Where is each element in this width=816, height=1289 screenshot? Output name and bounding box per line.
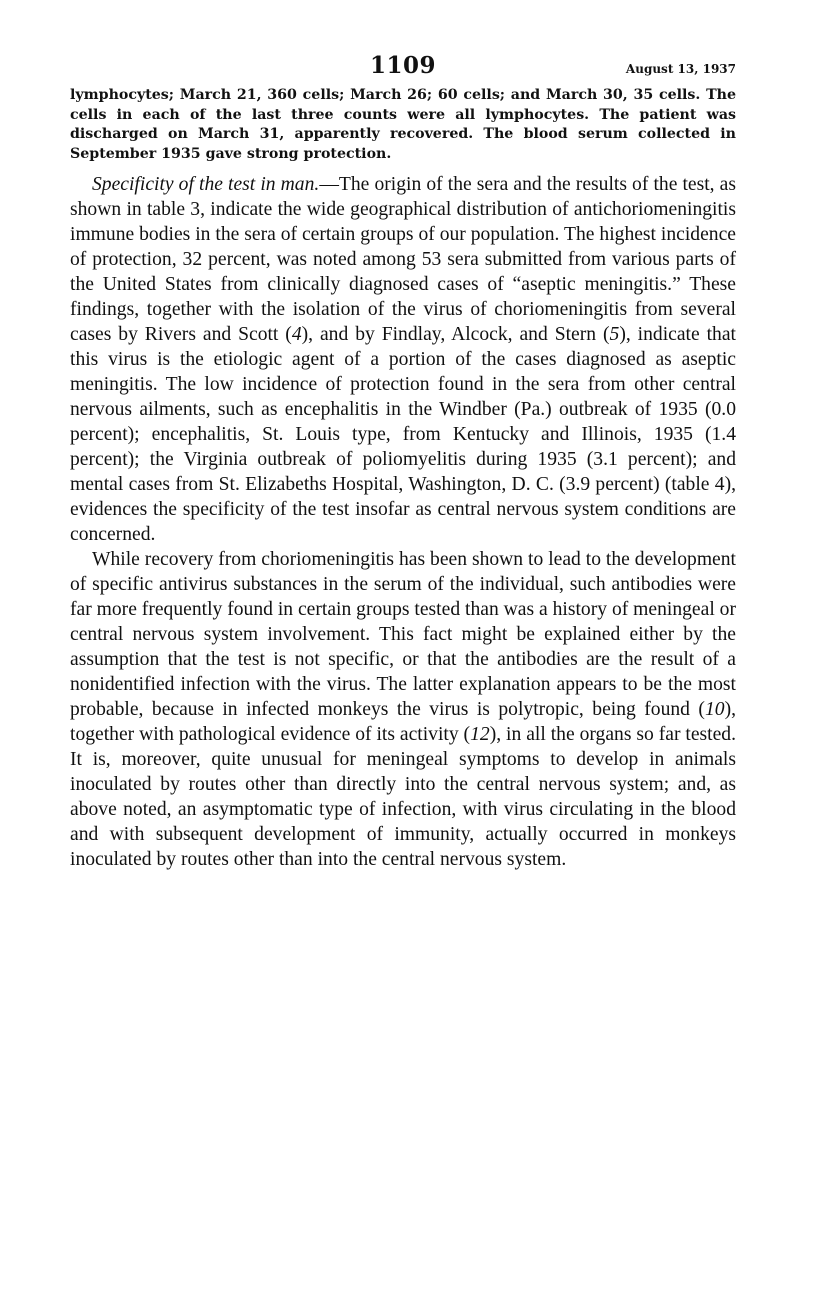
recovery-paragraph [70,547,736,872]
document-page [70,52,736,872]
paragraph-text: ), together with pathological evidence of its activity ( [70,699,736,745]
page-header [70,52,736,82]
paragraph-text: ), and by Findlay, Alcock, and Stern ( [301,324,610,345]
running-head-date: August 13, 1937 [625,62,736,76]
reference-number: 12 [470,724,490,745]
continuation-paragraph: lymphocytes; March 21, 360 cells; March 26; 60 cells; and March 30, 35 cells. The cells in each of the last three counts were all lymphocytes. The patient was discharged on March 31, apparently recovered. The blood serum collected in September 1935 gave strong protection. [70,87,736,162]
reference-number: 10 [704,699,725,720]
specificity-paragraph [70,172,736,547]
paragraph-text: ), in all the organs so far tested. It is, moreover, quite unusual for meningeal symptoms to develop in animals inoculated by routes other than directly into the central nervous system; and, as above noted, an asymptomatic type of infection, with virus circulating in the blood and with subsequent development of immunity, actually occurred in monkeys inoculated by routes other than into the central nervous system. [70,724,736,870]
reference-number: 4 [291,324,302,345]
section-lead-heading: Specificity of the test in man. [92,174,320,195]
page-number: 1109 [369,52,436,79]
paragraph-text: —The origin of the sera and the results of the test, as shown in table 3, indicate the wide geographical distribution of antichoriomeningitis immune bodies in the sera of certain groups of our population. The highest incidence of protection, 32 percent, was noted among 53 sera submitted from various parts of the United States from clinically diagnosed cases of “aseptic meningitis.” These findings, together with the isolation of the virus of choriomeningitis from several cases by Rivers and Scott ( [70,174,736,345]
paragraph-text: ), indicate that this virus is the etiologic agent of a portion of the cases diagnosed as aseptic meningitis. The low incidence of protection found in the sera from other central nervous ailments, such as encephalitis in the Windber (Pa.) outbreak of 1935 (0.0 percent); encephalitis, St. Louis type, from Kentucky and Illinois, 1935 (1.4 percent); the Virginia outbreak of poliomyelitis during 1935 (3.1 percent); and mental cases from St. Elizabeths Hospital, Washington, D. C. (3.9 percent) (table 4), evidences the specificity of the test insofar as central nervous system conditions are concerned. [70,324,736,545]
reference-number: 5 [609,324,620,345]
paragraph-text: While recovery from choriomeningitis has been shown to lead to the development of specific antivirus substances in the serum of the individual, such antibodies were far more frequently found in certain groups tested than was a history of meningeal or central nervous system involvement. This fact might be explained either by the assumption that the test is not specific, or that the antibodies are the result of a nonidentified infection with the virus. The latter explanation appears to be the most probable, because in infected monkeys the virus is polytropic, being found ( [70,549,736,720]
